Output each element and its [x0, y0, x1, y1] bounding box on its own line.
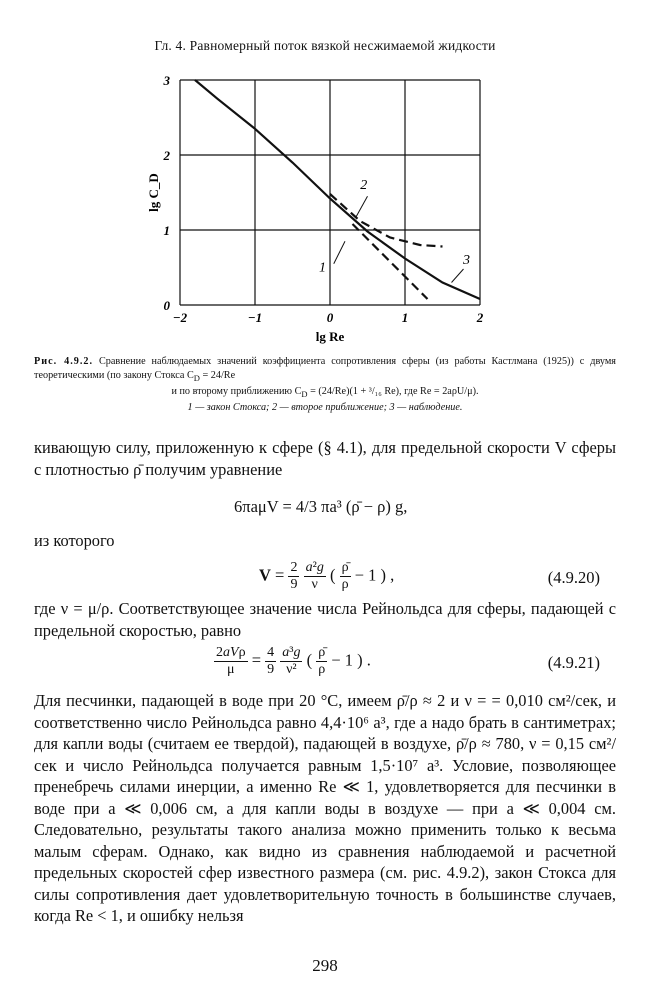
- drag-coefficient-chart: [146, 68, 510, 348]
- paragraph-4-text: Для песчинки, падающей в воде при 20 °С, имеем ρ̄/ρ ≈ 2 и ν = = 0,010 см²/сек, и соответственно число Рейнольдса равно 4,4·10⁶ a³, где a надо брать в сантиметрах; для капли воды (считаем ее твердой), падающей в воздухе, ρ̄/ρ ≈ 780, ν = 0,15 см²/сек и число Рейнольдса получается равным 1,5·10⁷ a³. Условие, позволяющее пренебречь силами инерции, а именно Re ≪ 1, удовлетворяется для песчинки в воде при a ≪ 0,006 см, а для капли воды в воздухе — при a ≪ 0,004 см. Следовательно, результаты такого анализа можно применить только к весьма малым сферам. Однако, как видно из сравнения наблюдаемой и расчетной предельных скоростей сфер известного размера (см. рис. 4.9.2), закон Стокса для силы сопротивления дает удовлетворительную точность в большинстве случаев, когда Re < 1, и ошибку нельзя: [34, 691, 616, 925]
- caption-text-1: Сравнение наблюдаемых значений коэффициента сопротивления сферы (из работы Кастлмана (1925)) с двумя теоретическими (по закону Стокса C: [34, 356, 616, 381]
- y-tick-label: 2: [163, 148, 170, 163]
- equation-1: [34, 493, 616, 533]
- paragraph-4: [34, 690, 616, 927]
- curve-label: 3: [463, 252, 470, 268]
- equation-4-9-21-formula: $\frac{\text{2aVρ}}{\mu}$ = $\frac{4}{9}$ $\frac{\text{a³g}}{\text{ν²}}$ ( $\frac{\rhō}{\rho}$ − 1 ) .: [216, 645, 371, 677]
- caption-label: Рис. 4.9.2.: [34, 356, 94, 367]
- series-line-3: [195, 80, 480, 299]
- paragraph-3-text: где ν = μ/ρ. Соответствующее значение числа Рейнольдса для сферы, падающей с предельной скоростью, равно: [34, 599, 616, 640]
- equation-4-9-20-formula: V = $\frac{2}{9}$ $\frac{\text{a²g}}{\nu}$ ( $\frac{\rhō}{\rho}$ − 1 ) ,: [259, 560, 395, 592]
- y-axis-label: lg C_D: [146, 173, 161, 212]
- curve-label-leader: [334, 241, 345, 264]
- x-tick-label: 2: [476, 310, 484, 325]
- equation-1-text: 6πaμV = 4/3 πa³ (ρ̄ − ρ) g,: [234, 497, 408, 516]
- equation-4-9-21: [34, 645, 616, 685]
- x-tick-label: 0: [326, 310, 334, 325]
- paragraph-1-text: кивающую силу, приложенную к сфере (§ 4.1), для предельной скорости V сферы с плотностью ρ̄ получим уравнение: [34, 438, 616, 479]
- caption-legend: 1 — закон Стокса; 2 — второе приближение; 3 — наблюдение.: [187, 402, 463, 414]
- equation-4-9-20: [34, 560, 616, 600]
- y-tick-label: 0: [163, 298, 170, 313]
- paragraph-2-text: из которого: [34, 531, 115, 550]
- caption-text-1b: = 24/Re: [199, 370, 236, 381]
- caption-text-2: и по второму приближению C: [171, 386, 302, 398]
- curve-label: 1: [319, 260, 326, 276]
- equation-4-9-20-number: (4.9.20): [547, 568, 600, 587]
- paragraph-2: [34, 530, 616, 552]
- series-line-2: [330, 194, 443, 247]
- x-tick-label: 1: [401, 310, 409, 325]
- paragraph-3: [34, 598, 616, 641]
- running-title: Гл. 4. Равномерный поток вязкой несжимаемой жидкости: [154, 38, 496, 53]
- y-tick-label: 3: [163, 73, 170, 88]
- series-line-1: [353, 224, 428, 299]
- curve-label-leader: [452, 269, 464, 283]
- paragraph-1: [34, 437, 616, 480]
- curve-label: 2: [360, 177, 368, 193]
- equation-4-9-21-number: (4.9.21): [547, 653, 600, 672]
- caption-text-2b: = (24/Re)(1 + ³/₁₆ Re), где Re = 2aρU/μ).: [307, 386, 479, 398]
- x-axis-label: lg Re: [315, 329, 345, 344]
- figure-caption: Рис. 4.9.2. Сравнение наблюдаемых значений коэффициента сопротивления сферы (из работы Кастлмана (1925)) с двумя теоретическими (по закону Стокса $C_D = 24/Re$ и по второму приближению $C_D = (24/Re)(1 + ^3/_{16}$ Re), где Re = 2aρU/μ). 1 — закон Стокса; 2 — второе приближение; 3 — наблюдение.: [34, 356, 616, 414]
- page-number: 298: [312, 956, 338, 975]
- curve-label-leader: [356, 196, 367, 216]
- x-tick-label: −1: [247, 310, 263, 325]
- x-tick-label: −2: [172, 310, 188, 325]
- y-tick-label: 1: [163, 223, 170, 238]
